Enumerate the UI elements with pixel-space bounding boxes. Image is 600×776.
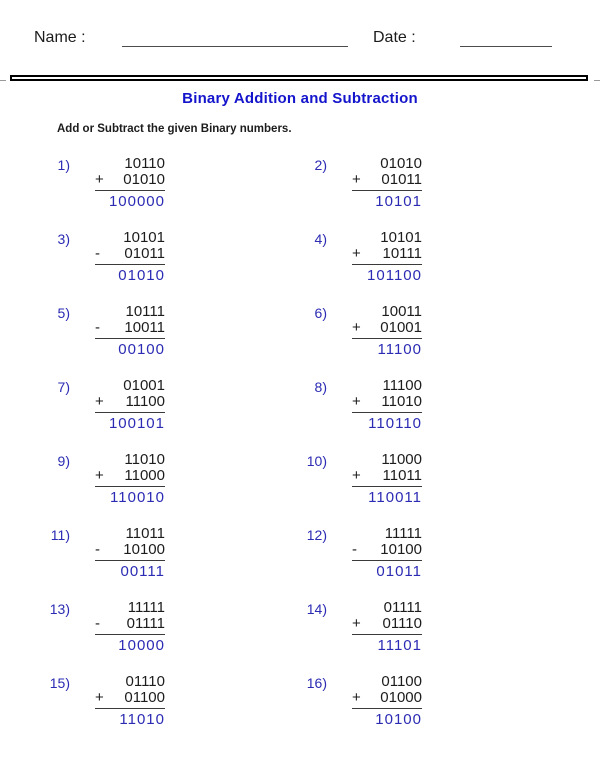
problem-number: 14) [306,601,327,617]
operand-bottom: 11011 [382,467,422,484]
answer-value: 11101 [377,637,422,654]
operator-sign: + [95,689,104,706]
binary-column-stack [95,600,165,653]
operator-sign: + [95,393,104,410]
operand-top: 01111 [383,599,422,616]
operand-bottom-row [352,468,422,487]
operand-bottom-row [95,172,165,191]
operand-bottom-row [352,246,422,265]
problem-number: 9) [57,453,70,469]
operand-top: 11111 [384,525,422,542]
problem-number: 12) [306,527,327,543]
problem-block [257,230,514,283]
operand-bottom-row [95,394,165,413]
operand-bottom: 11010 [381,393,422,410]
problem-number: 4) [314,231,327,247]
operand-bottom-row [95,320,165,339]
header-divider-rule [10,75,588,81]
problem-number: 1) [57,157,70,173]
problems-grid [0,156,514,727]
problem-number: 7) [57,379,70,395]
operand-bottom: 01010 [123,171,165,188]
answer-value: 100101 [108,415,165,432]
page-title: Binary Addition and Subtraction [182,90,418,107]
operand-bottom: 11000 [124,467,165,484]
answer-value: 00111 [120,563,165,580]
instruction-text: Add or Subtract the given Binary numbers. [57,123,292,135]
answer-value: 110010 [110,489,165,506]
operand-bottom: 01011 [381,171,422,188]
operator-sign: + [352,615,361,632]
binary-column-stack [95,378,165,431]
operator-sign: + [95,171,104,188]
operand-top: 10110 [124,155,165,172]
operand-top: 11010 [124,451,165,468]
binary-column-stack [95,526,165,579]
operand-top: 01001 [123,377,165,394]
binary-column-stack [352,304,422,357]
operator-sign: - [95,541,100,558]
operand-bottom-row [352,690,422,709]
operand-bottom: 01110 [382,615,422,632]
problem-block [0,600,257,653]
problem-number: 16) [306,675,327,691]
operand-top: 11111 [127,599,165,616]
problem-block [0,156,257,209]
problem-block [257,600,514,653]
problem-number: 11) [50,527,70,543]
binary-column-stack [95,674,165,727]
operand-bottom-row [352,542,422,561]
answer-value: 110011 [368,489,422,506]
operand-bottom: 10111 [382,245,422,262]
operand-bottom-row [95,690,165,709]
problem-block [0,452,257,505]
operator-sign: + [352,171,361,188]
operand-top: 11011 [125,525,165,542]
problem-number: 5) [57,305,70,321]
operand-top: 01110 [125,673,165,690]
problem-number: 15) [49,675,70,691]
problem-number: 10) [306,453,327,469]
binary-column-stack [352,674,422,727]
answer-value: 100000 [108,193,165,210]
problem-block [0,674,257,727]
operator-sign: - [95,319,100,336]
operand-bottom: 10100 [123,541,165,558]
problem-number: 2) [314,157,327,173]
operator-sign: + [95,467,104,484]
operand-bottom: 11100 [125,393,165,410]
operand-top: 01100 [381,673,422,690]
page-edge-mark-left [0,80,6,81]
problem-block [257,156,514,209]
answer-value: 01010 [118,267,165,284]
answer-value: 00100 [118,341,165,358]
operand-bottom-row [95,616,165,635]
problem-number: 8) [314,379,327,395]
answer-value: 10100 [375,711,422,728]
operand-bottom-row [352,616,422,635]
answer-value: 101100 [367,267,422,284]
operand-bottom: 01100 [124,689,165,706]
operand-bottom: 01000 [380,689,422,706]
operator-sign: + [352,689,361,706]
operand-bottom-row [95,542,165,561]
operand-bottom-row [95,468,165,487]
operator-sign: + [352,467,361,484]
binary-column-stack [352,156,422,209]
operand-bottom: 01011 [124,245,165,262]
operand-top: 10111 [125,303,165,320]
binary-column-stack [352,378,422,431]
operand-bottom-row [95,246,165,265]
problem-block [0,230,257,283]
binary-column-stack [95,452,165,505]
problem-number: 6) [314,305,327,321]
operand-bottom-row [352,320,422,339]
operand-bottom: 10011 [124,319,165,336]
operand-top: 10011 [381,303,422,320]
problem-number: 13) [49,601,70,617]
answer-value: 10101 [375,193,422,210]
operand-top: 10101 [380,229,422,246]
binary-column-stack [95,230,165,283]
binary-column-stack [95,304,165,357]
operand-bottom-row [352,172,422,191]
operand-bottom-row [352,394,422,413]
operator-sign: - [352,541,357,558]
operand-top: 11000 [381,451,422,468]
operator-sign: + [352,245,361,262]
date-blank-line [460,46,552,47]
problem-block [257,378,514,431]
operand-top: 01010 [380,155,422,172]
name-label: Name : [34,29,86,46]
answer-value: 11010 [119,711,165,728]
operator-sign: + [352,319,361,336]
operand-top: 11100 [382,377,422,394]
problem-block [0,378,257,431]
problem-block [257,674,514,727]
page-edge-mark-right [594,80,600,81]
operand-top: 10101 [123,229,165,246]
binary-column-stack [352,452,422,505]
problem-block [257,452,514,505]
problem-block [257,526,514,579]
operand-bottom: 01111 [126,615,165,632]
binary-column-stack [95,156,165,209]
operand-bottom: 10100 [380,541,422,558]
binary-column-stack [352,230,422,283]
problem-block [0,304,257,357]
answer-value: 11100 [377,341,422,358]
problem-block [0,526,257,579]
operator-sign: - [95,245,100,262]
answer-value: 110110 [368,415,422,432]
operand-bottom: 01001 [380,319,422,336]
name-blank-line [122,46,348,47]
operator-sign: + [352,393,361,410]
answer-value: 01011 [376,563,422,580]
binary-column-stack [352,600,422,653]
date-label: Date : [373,29,416,46]
problem-block [257,304,514,357]
answer-value: 10000 [118,637,165,654]
problem-number: 3) [57,231,70,247]
operator-sign: - [95,615,100,632]
binary-column-stack [352,526,422,579]
